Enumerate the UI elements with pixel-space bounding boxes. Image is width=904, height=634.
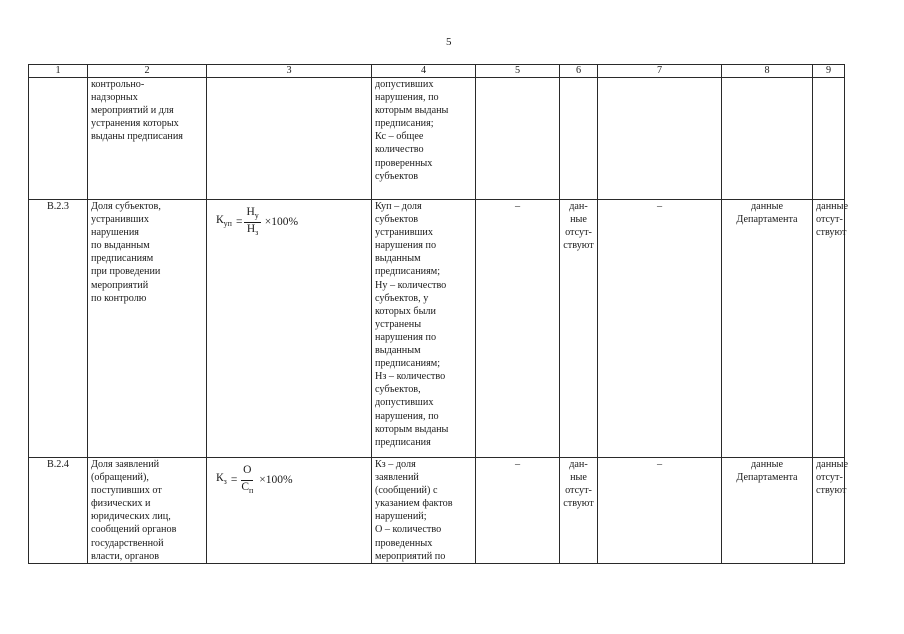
- col9-value-line: данные: [816, 201, 848, 212]
- formula-numerator: [241, 464, 253, 481]
- formula-description-line: субъектов: [375, 214, 419, 226]
- formula-description-line: которых были: [375, 305, 436, 317]
- col9-value: [813, 78, 845, 200]
- col9-value-line: отсут-: [816, 472, 843, 484]
- table-row: [29, 78, 845, 200]
- indicator-name-line: поступивших от: [91, 485, 162, 497]
- col9-value: [813, 458, 848, 564]
- formula-description-line: указанием фактов: [375, 498, 453, 510]
- column-number: 7: [598, 65, 722, 78]
- indicator-code: [29, 458, 88, 564]
- indicator-code-text: В.2.3: [46, 201, 70, 212]
- formula-description-line: устранивших: [375, 227, 433, 239]
- column-number: 3: [207, 65, 372, 78]
- data-source: [722, 458, 813, 564]
- formula-denominator-symbol: С: [241, 481, 250, 493]
- indicator-name: [88, 200, 207, 458]
- formula-description-line: устранены: [375, 318, 422, 330]
- indicator-name-line: при проведении: [91, 266, 161, 278]
- indicator-code: [29, 200, 88, 458]
- col6-value-line: ствуют: [563, 498, 594, 510]
- formula-description-line: нарушения, по: [375, 92, 439, 104]
- col7-value: [598, 200, 722, 458]
- formula-equals: =: [235, 215, 243, 228]
- column-number: 2: [88, 65, 207, 78]
- formula-multiplier: ×100%: [259, 473, 293, 486]
- formula-description: [372, 200, 476, 458]
- indicator-name-line: нарушения: [91, 227, 139, 239]
- formula-description-line: предписания: [375, 436, 431, 448]
- column-number: 8: [722, 65, 813, 78]
- indicator-name-line: предписаниям: [91, 253, 154, 265]
- col5-value: [476, 78, 560, 200]
- indicator-name: [88, 458, 207, 564]
- formula-numerator-subscript: у: [254, 211, 259, 220]
- formula-lhs-symbol: К: [216, 472, 224, 485]
- col7-value-text: –: [656, 459, 663, 470]
- formula-description-line: проведенных: [375, 537, 433, 549]
- data-source: [722, 78, 813, 200]
- formula-denominator: [245, 223, 260, 239]
- formula-description-line: которым выданы: [375, 423, 449, 435]
- data-source-line: Департамента: [736, 472, 798, 484]
- indicator-name: [88, 78, 207, 200]
- col5-value-text: –: [514, 459, 521, 470]
- col6-value-line: дан-: [569, 459, 588, 470]
- formula-lhs-subscript: з: [223, 477, 227, 487]
- formula-description-line: которым выданы: [375, 105, 449, 117]
- formula: [216, 464, 293, 497]
- col9-value-line: отсут-: [816, 214, 843, 226]
- indicator-name-line: устранения которых: [91, 118, 179, 130]
- col5-value-text: –: [514, 201, 521, 212]
- formula-description-line: Ну – количество: [375, 279, 447, 291]
- formula-description-line: нарушений;: [375, 511, 427, 523]
- formula-description-line: количество: [375, 144, 424, 156]
- formula-description-line: мероприятий по: [375, 550, 446, 562]
- indicator-name-line: по контролю: [91, 292, 147, 304]
- formula-fraction: [244, 206, 260, 239]
- formula-description: [372, 78, 476, 200]
- formula-numerator: [244, 206, 260, 223]
- col6-value: [560, 78, 598, 200]
- formula-denominator-subscript: з: [255, 228, 259, 237]
- formula-fraction: [239, 464, 255, 497]
- column-number: 6: [560, 65, 598, 78]
- indicators-table: [28, 64, 848, 564]
- formula-description-line: О – количество: [375, 524, 442, 536]
- col6-value-line: ные: [570, 214, 587, 226]
- indicator-name-line: (обращений),: [91, 472, 149, 484]
- col6-value: [560, 458, 598, 564]
- formula-description-line: предписаниям;: [375, 266, 441, 278]
- formula-cell: [207, 78, 372, 200]
- formula-description-line: субъектов, у: [375, 292, 429, 304]
- col9-value-line: данные: [816, 459, 848, 470]
- indicator-name-line: сообщений органов: [91, 524, 177, 536]
- formula-denominator-subscript: п: [249, 486, 254, 495]
- col6-value-line: ные: [570, 472, 587, 484]
- data-source-line: данные: [751, 459, 783, 470]
- col9-value-line: ствуют: [816, 485, 847, 497]
- data-source: [722, 200, 813, 458]
- page-number: 5: [446, 36, 452, 48]
- formula-numerator-symbol: Н: [246, 206, 255, 218]
- indicator-name-line: власти, органов: [91, 550, 160, 562]
- col7-value: [598, 458, 722, 564]
- indicator-code-text: В.2.4: [46, 459, 70, 470]
- formula-description-line: субъектов,: [375, 384, 421, 396]
- formula-description-line: выданным: [375, 253, 421, 265]
- table-row: [29, 458, 845, 564]
- formula-description-line: Нз – количество: [375, 371, 446, 383]
- indicator-name-line: мероприятий и для: [91, 105, 174, 117]
- indicator-name-line: государственной: [91, 537, 164, 549]
- formula-denominator: [239, 481, 255, 497]
- col6-value-line: ствуют: [563, 240, 594, 252]
- column-number: 9: [813, 65, 845, 78]
- formula-lhs-subscript: уп: [223, 219, 232, 229]
- col9-value: [813, 200, 848, 458]
- indicator-name-line: надзорных: [91, 92, 138, 104]
- formula-lhs-symbol: К: [216, 214, 224, 227]
- col6-value-line: отсут-: [565, 485, 592, 497]
- col6-value-line: отсут-: [565, 227, 592, 239]
- formula-lhs: [216, 214, 232, 230]
- formula-description-line: субъектов: [375, 170, 419, 182]
- col5-value: [476, 458, 560, 564]
- formula: [216, 206, 298, 239]
- column-number: 1: [29, 65, 88, 78]
- column-number: 5: [476, 65, 560, 78]
- indicator-name-line: юридических лиц,: [91, 511, 171, 523]
- formula-description-line: нарушения по: [375, 331, 437, 343]
- indicator-name-line: физических и: [91, 498, 151, 510]
- col5-value: [476, 200, 560, 458]
- formula-description-line: Кз – доля: [375, 459, 416, 470]
- col6-value-line: дан-: [569, 201, 588, 212]
- indicator-name-line: Доля субъектов,: [91, 201, 161, 212]
- indicator-name-line: выданы предписания: [91, 131, 183, 143]
- formula-description-line: допустивших: [375, 397, 434, 409]
- formula-cell: [207, 458, 372, 564]
- col9-value-line: ствуют: [816, 227, 847, 239]
- col7-value-text: –: [656, 201, 663, 212]
- formula-denominator-symbol: Н: [246, 223, 256, 235]
- formula-description-line: допустивших: [375, 79, 434, 90]
- data-source-line: данные: [751, 201, 783, 212]
- table-row: [29, 200, 845, 458]
- col7-value: [598, 78, 722, 200]
- formula-equals: =: [230, 473, 238, 486]
- formula-numerator-symbol: О: [243, 464, 252, 476]
- formula-description-line: предписания;: [375, 118, 434, 130]
- data-source-line: Департамента: [736, 214, 798, 226]
- formula-description-line: нарушения по: [375, 240, 437, 252]
- col6-value: [560, 200, 598, 458]
- formula-description-line: нарушения, по: [375, 410, 439, 422]
- column-number: 4: [372, 65, 476, 78]
- indicator-name-line: устранивших: [91, 214, 149, 226]
- formula-description-line: предписаниям;: [375, 358, 441, 370]
- formula-lhs: [216, 472, 227, 488]
- indicator-name-line: Доля заявлений: [91, 459, 160, 470]
- formula-cell: [207, 200, 372, 458]
- indicator-name-line: контрольно-: [91, 79, 145, 90]
- formula-description-line: Кс – общее: [375, 131, 424, 143]
- indicator-name-line: по выданным: [91, 240, 150, 252]
- formula-description: [372, 458, 476, 564]
- formula-multiplier: ×100%: [264, 215, 299, 228]
- indicator-name-line: мероприятий: [91, 279, 149, 291]
- indicator-code: [29, 78, 88, 200]
- formula-description-line: заявлений: [375, 472, 419, 484]
- formula-description-line: Куп – доля: [375, 201, 422, 212]
- formula-description-line: выданным: [375, 345, 421, 357]
- formula-description-line: (сообщений) с: [375, 485, 438, 497]
- column-number-row: [29, 65, 845, 78]
- formula-description-line: проверенных: [375, 157, 433, 169]
